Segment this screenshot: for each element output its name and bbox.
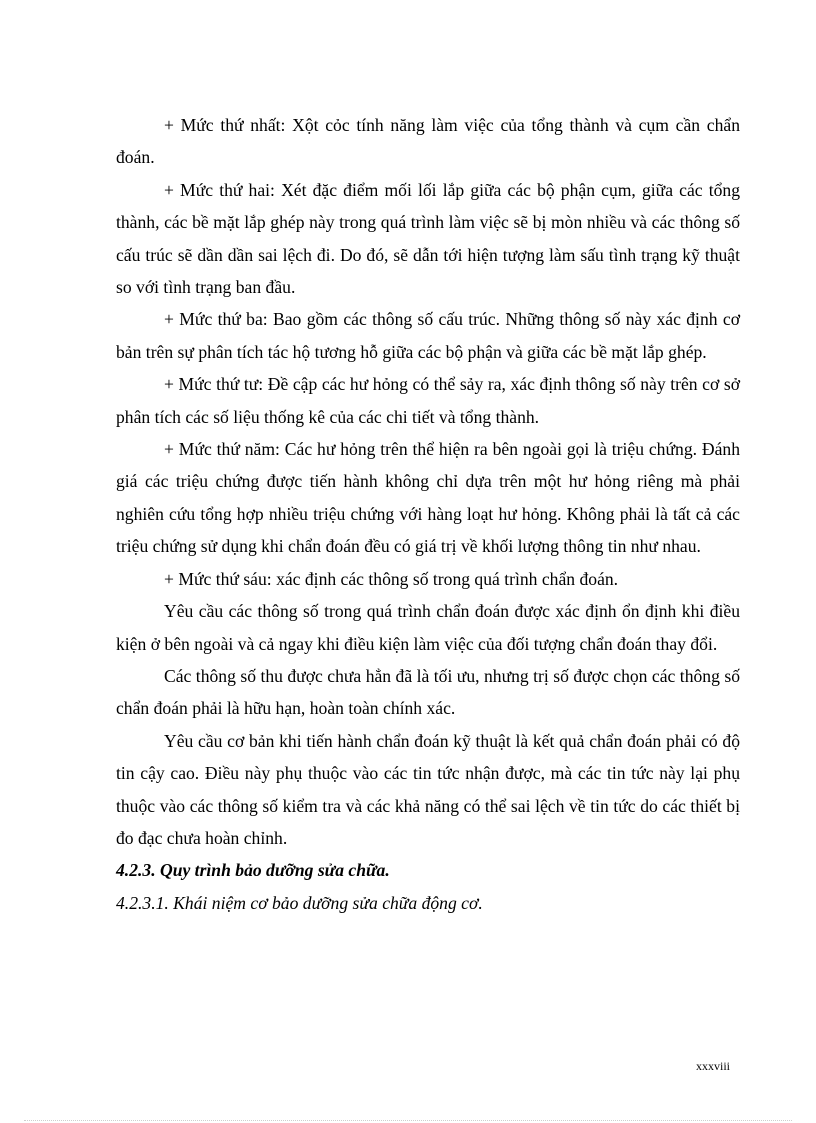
paragraph-level-2: + Mức thứ hai: Xét đặc điểm mối lối lắp giữa các bộ phận cụm, giữa các tổng thành, các bề mặt lắp ghép này trong quá trình làm việc sẽ bị mòn nhiều và các thông số cấu trúc sẽ dần dần sai lệch đi. Do đó, sẽ dẫn tới hiện tượng làm sấu tình trạng kỹ thuật so với tình trạng ban đầu. [116,179,740,298]
page-number: xxxviii [695,1059,730,1073]
document-body [116,109,740,919]
subsection-heading: 4.2.3.1. Khái niệm cơ bảo dưỡng sửa chữa động cơ. [116,892,483,913]
paragraph-level-1: + Mức thứ nhất: Xột cỏc tính năng làm việc của tổng thành và cụm cần chẩn đoán. [116,115,740,168]
paragraph-requirement-reliability: Yêu cầu cơ bản khi tiến hành chẩn đoán kỹ thuật là kết quả chẩn đoán phải có độ tin cậy cao. Điều này phụ thuộc vào các tin tức nhận được, mà các tin tức này lại phụ thuộc vào các thông số kiểm tra và các khả năng có thể sai lệch về tin tức do các thiết bị đo đạc chưa hoàn chỉnh. [116,730,740,848]
paragraph-level-3: + Mức thứ ba: Bao gồm các thông số cấu trúc. Những thông số này xác định cơ bản trên sự phân tích tác hộ tương hỗ giữa các bộ phận và giữa các bề mặt lắp ghép. [116,309,740,362]
paragraph-level-5: + Mức thứ năm: Các hư hỏng trên thể hiện ra bên ngoài gọi là triệu chứng. Đánh giá các triệu chứng được tiến hành không chỉ dựa trên một hư hỏng riêng mà phải nghiên cứu tổng hợp nhiều triệu chứng với hàng loạt hư hỏng. Không phải là tất cả các triệu chứng sử dụng khi chẩn đoán đều có giá trị về khối lượng thông tin như nhau. [116,439,740,557]
page-bottom-divider [24,1120,792,1121]
paragraph-level-4: + Mức thứ tư: Đề cập các hư hỏng có thể sảy ra, xác định thông số này trên cơ sở phân tích các số liệu thống kê của các chi tiết và tổng thành. [116,374,740,427]
section-heading: 4.2.3. Quy trình bảo dưỡng sửa chữa. [116,860,390,881]
paragraph-parameters-optimal: Các thông số thu được chưa hẳn đã là tối ưu, nhưng trị số được chọn các thông số chẩn đoán phải là hữu hạn, hoàn toàn chính xác. [116,665,740,719]
paragraph-requirement-stability: Yêu cầu các thông số trong quá trình chẩn đoán được xác định ổn định khi điều kiện ở bên ngoài và cả ngay khi điều kiện làm việc của đối tượng chẩn đoán thay đổi. [116,601,740,654]
paragraph-level-6: + Mức thứ sáu: xác định các thông số trong quá trình chẩn đoán. [164,568,619,589]
